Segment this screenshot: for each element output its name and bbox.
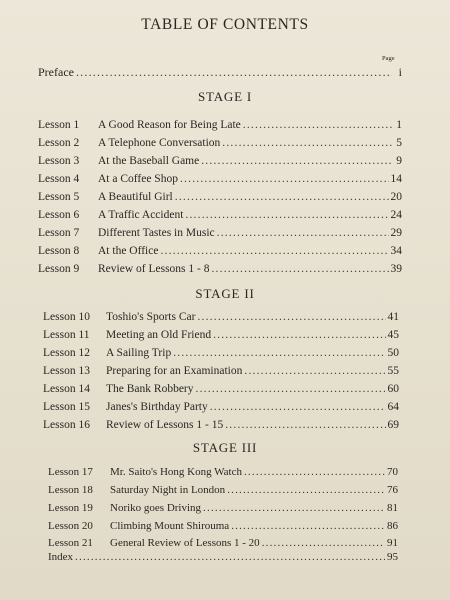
- stage-heading: STAGE III: [192, 440, 258, 455]
- lesson-page: 81: [387, 502, 398, 514]
- leader-dots: [196, 380, 386, 398]
- lesson-page: 39: [390, 263, 402, 275]
- lesson-page: 24: [390, 209, 402, 221]
- lesson-title: Saturday Night in London: [110, 484, 226, 496]
- lesson-page: 60: [387, 383, 399, 395]
- leader-dots: [201, 152, 392, 170]
- preface-page: i: [398, 65, 402, 79]
- leader-dots: [213, 326, 385, 344]
- lesson-number: Lesson 10: [43, 311, 90, 323]
- toc-entry: [48, 481, 398, 499]
- leader-dots: [197, 308, 385, 326]
- toc-entry: [43, 416, 399, 434]
- lesson-number: Lesson 3: [38, 155, 80, 167]
- lesson-page: 34: [390, 245, 402, 257]
- lesson-title: Review of Lessons 1 - 8: [98, 263, 210, 275]
- lesson-number: Lesson 14: [43, 383, 90, 395]
- lesson-number: Lesson 20: [48, 520, 93, 532]
- lesson-number: Lesson 8: [38, 245, 80, 257]
- lesson-number: Lesson 17: [48, 466, 93, 478]
- toc-entry-preface: [38, 65, 402, 80]
- toc-entry: [43, 380, 399, 398]
- leader-dots: [180, 170, 389, 188]
- toc-entry: [43, 344, 399, 362]
- lesson-number: Lesson 11: [43, 329, 90, 341]
- lesson-title: Climbing Mount Shirouma: [110, 520, 230, 532]
- lesson-page: 41: [387, 311, 399, 323]
- lesson-title: Review of Lessons 1 - 15: [106, 419, 224, 431]
- lesson-title: General Review of Lessons 1 - 20: [110, 537, 260, 549]
- leader-dots: [75, 548, 385, 566]
- lesson-number: Lesson 13: [43, 365, 90, 377]
- lesson-title: Mr. Saito's Hong Kong Watch: [110, 466, 242, 478]
- lesson-page: 70: [387, 466, 398, 478]
- lesson-page: 29: [390, 227, 402, 239]
- lesson-title: A Traffic Accident: [98, 209, 184, 221]
- toc-entry: [38, 170, 402, 188]
- toc-entry: [43, 326, 399, 344]
- toc-entry: [48, 517, 398, 535]
- lesson-number: Lesson 2: [38, 137, 80, 149]
- leader-dots: [211, 260, 388, 278]
- leader-dots: [225, 416, 385, 434]
- lesson-page: 20: [390, 191, 402, 203]
- toc-entry: [43, 362, 399, 380]
- lesson-title: At the Office: [98, 245, 159, 257]
- lesson-title: Preparing for an Examination: [106, 365, 243, 377]
- lesson-page: 50: [387, 347, 399, 359]
- lesson-title: Noriko goes Driving: [110, 502, 202, 514]
- lesson-title: The Bank Robbery: [106, 383, 194, 395]
- toc-entry: [38, 116, 402, 134]
- lesson-page: 55: [387, 365, 399, 377]
- lesson-page: 76: [387, 484, 398, 496]
- lesson-title: At the Baseball Game: [98, 155, 200, 167]
- lesson-number: Lesson 1: [38, 119, 80, 131]
- lesson-title: Different Tastes in Music: [98, 227, 215, 239]
- index-page: 95: [387, 551, 398, 563]
- lesson-title: Meeting an Old Friend: [106, 329, 212, 341]
- toc-entry: [38, 224, 402, 242]
- leader-dots: [217, 224, 389, 242]
- toc-entry: [38, 152, 402, 170]
- lesson-title: A Beautiful Girl: [98, 191, 173, 203]
- lesson-page: 1: [396, 119, 402, 131]
- lesson-number: Lesson 4: [38, 173, 80, 185]
- leader-dots: [243, 116, 392, 134]
- lesson-title: Toshio's Sports Car: [106, 311, 196, 323]
- page-column-label: Page: [382, 55, 395, 62]
- leader-dots: [203, 499, 385, 517]
- leader-dots: [222, 134, 392, 152]
- lesson-title: A Sailing Trip: [106, 347, 172, 359]
- leader-dots: [210, 398, 386, 416]
- index-label: Index: [48, 551, 74, 563]
- lesson-number: Lesson 19: [48, 502, 93, 514]
- leader-dots: [173, 344, 385, 362]
- stage-heading: STAGE I: [197, 89, 253, 104]
- lesson-page: 45: [387, 329, 399, 341]
- leader-dots: [244, 463, 385, 481]
- stage-heading: STAGE II: [195, 286, 255, 301]
- leader-dots: [231, 517, 385, 535]
- toc-entry: [38, 134, 402, 152]
- toc-entry: [43, 308, 399, 326]
- lesson-number: Lesson 18: [48, 484, 93, 496]
- toc-entry: [48, 463, 398, 481]
- toc-entry: [38, 242, 402, 260]
- leader-dots: [76, 65, 392, 80]
- leader-dots: [175, 188, 389, 206]
- toc-entry: [38, 260, 402, 278]
- lesson-title: A Good Reason for Being Late: [98, 119, 241, 131]
- toc-entry: [38, 188, 402, 206]
- lesson-number: Lesson 16: [43, 419, 90, 431]
- toc-entry: [43, 398, 399, 416]
- lesson-page: 69: [387, 419, 399, 431]
- leader-dots: [160, 242, 388, 260]
- lesson-page: 9: [396, 155, 402, 167]
- lesson-title: At a Coffee Shop: [98, 173, 178, 185]
- lesson-title: Janes's Birthday Party: [106, 401, 208, 413]
- leader-dots: [185, 206, 388, 224]
- page-title: TABLE OF CONTENTS: [141, 16, 309, 33]
- lesson-number: Lesson 15: [43, 401, 90, 413]
- toc-entry: [38, 206, 402, 224]
- toc-entry-index: [48, 548, 398, 566]
- lesson-title: A Telephone Conversation: [98, 137, 221, 149]
- preface-label: Preface: [38, 65, 74, 79]
- lesson-number: Lesson 21: [48, 537, 93, 549]
- lesson-number: Lesson 5: [38, 191, 80, 203]
- lesson-page: 86: [387, 520, 398, 532]
- lesson-number: Lesson 6: [38, 209, 80, 221]
- lesson-page: 14: [390, 173, 402, 185]
- leader-dots: [244, 362, 385, 380]
- lesson-number: Lesson 12: [43, 347, 90, 359]
- lesson-page: 5: [396, 137, 402, 149]
- leader-dots: [227, 481, 385, 499]
- toc-entry: [48, 499, 398, 517]
- lesson-page: 64: [387, 401, 399, 413]
- lesson-number: Lesson 9: [38, 263, 80, 275]
- lesson-page: 91: [387, 537, 398, 549]
- lesson-number: Lesson 7: [38, 227, 80, 239]
